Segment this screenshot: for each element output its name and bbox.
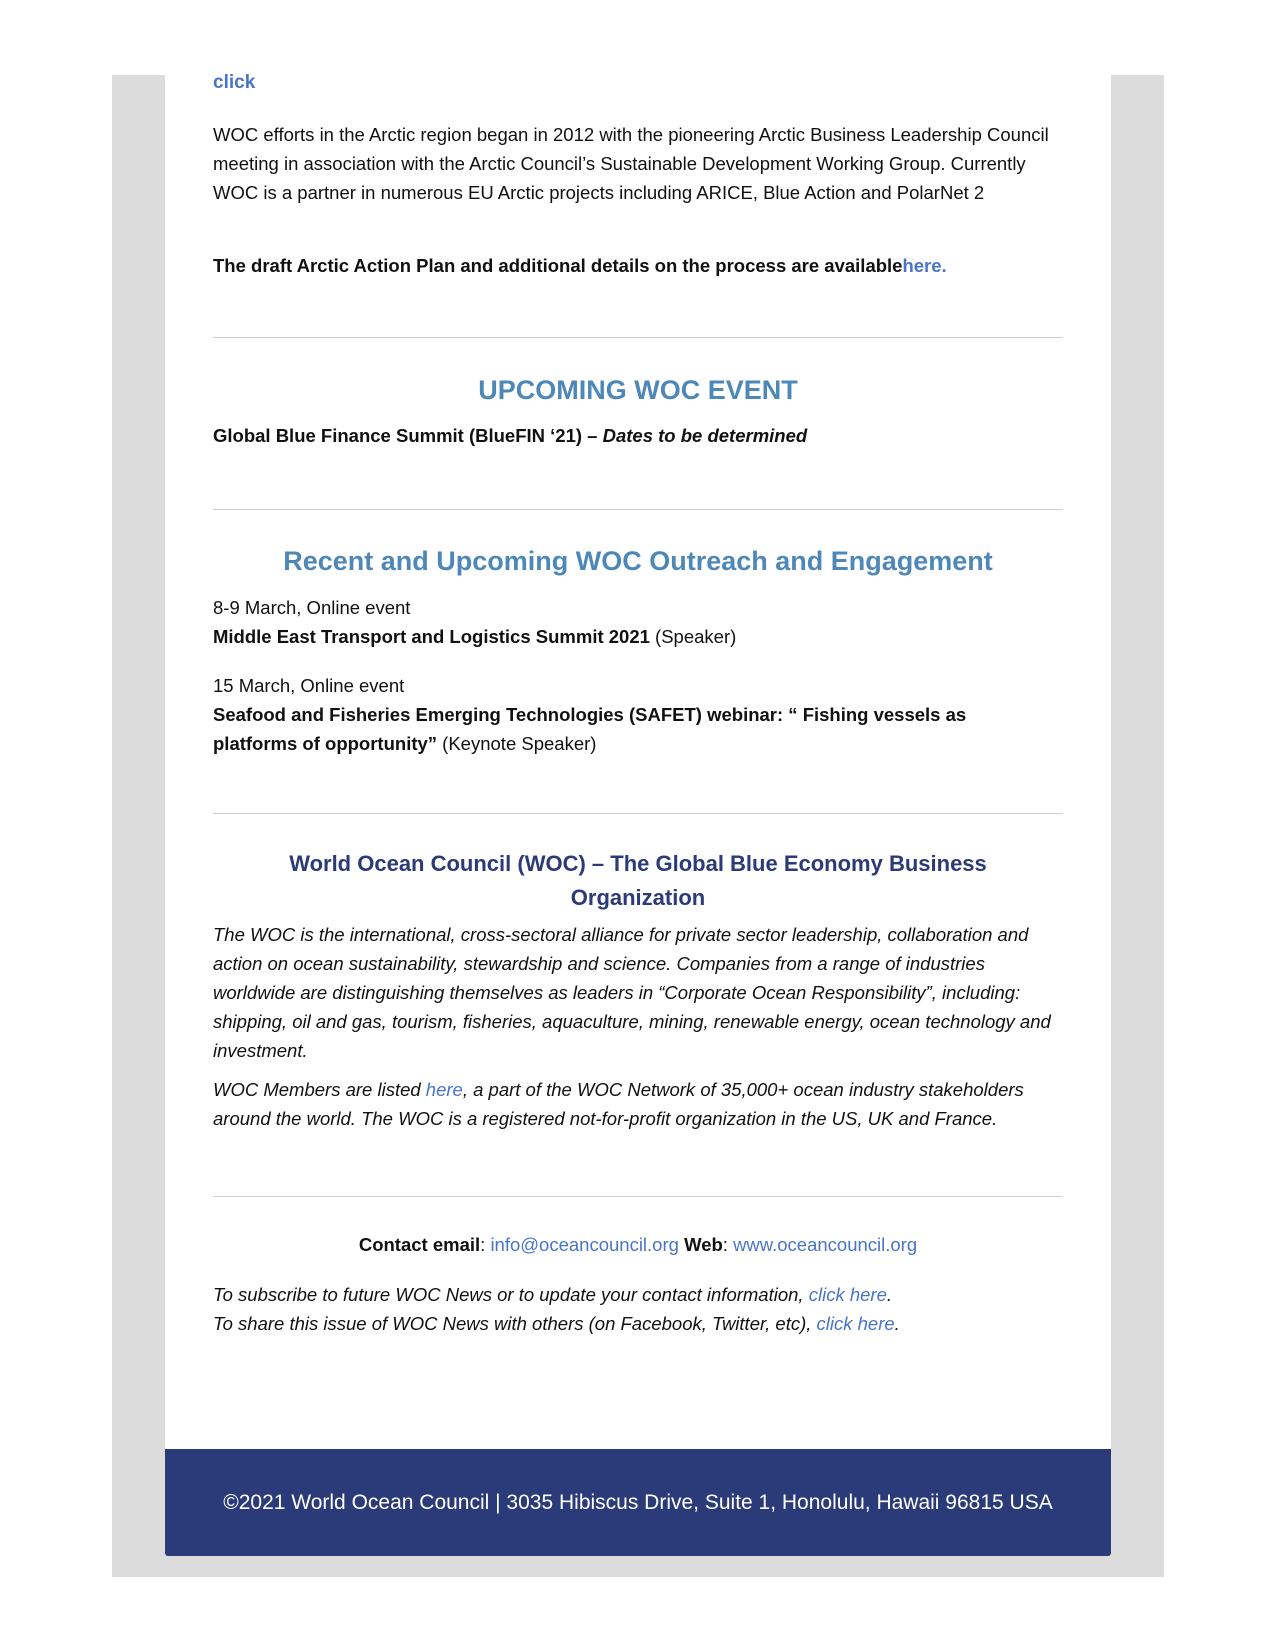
divider — [213, 1196, 1063, 1197]
upcoming-event-section — [213, 370, 1063, 410]
share-period: . — [894, 1313, 900, 1334]
outreach-item-details — [213, 622, 1063, 651]
outreach-heading: Recent and Upcoming WOC Outreach and Engagement — [283, 546, 993, 576]
draft-plan-line — [213, 251, 1063, 280]
subscribe-link[interactable]: click here — [808, 1284, 887, 1305]
divider — [213, 813, 1063, 814]
members-paragraph — [213, 1075, 1063, 1133]
upcoming-event-line — [213, 421, 1063, 450]
members-section — [213, 1075, 1063, 1133]
top-click-link[interactable]: click — [213, 72, 256, 93]
share-line — [213, 1309, 1063, 1338]
subscribe-period: . — [886, 1284, 892, 1305]
arctic-section — [213, 120, 1063, 207]
outreach-item-date: 8-9 March, Online event — [213, 597, 411, 618]
divider — [213, 509, 1063, 510]
subscribe-section — [213, 1280, 1063, 1338]
contact-text — [213, 1230, 1063, 1259]
outreach-item-role: (Keynote Speaker) — [437, 733, 597, 754]
outreach-item-title: Seafood and Fisheries Emerging Technologies (SAFET) webinar: “ Fishing vessels as platforms of opportunity” — [213, 704, 967, 754]
web-link[interactable]: www.oceancouncil.org — [733, 1234, 918, 1255]
about-section — [213, 920, 1063, 1065]
email-link[interactable]: info@oceancouncil.org — [490, 1234, 679, 1255]
upcoming-event-text — [213, 421, 1063, 450]
draft-plan-text: The draft Arctic Action Plan and additional details on the process are available — [213, 255, 903, 276]
members-prefix: WOC Members are listed — [213, 1079, 426, 1100]
outreach-item-details — [213, 700, 1013, 758]
outreach-item — [213, 671, 1013, 758]
draft-plan-text-wrapper — [213, 251, 1063, 280]
members-suffix: , a part of the WOC Network of 35,000+ ocean industry stakeholders around the world. The WOC is a registered not-for-profit organization in the US, UK and France. — [213, 1079, 1024, 1129]
email-label: Contact email — [358, 1234, 481, 1255]
event-dates: Dates to be determined — [602, 425, 808, 446]
outreach-item-title: Middle East Transport and Logistics Summit 2021 — [213, 626, 650, 647]
email-content-card — [165, 72, 1111, 1555]
members-link[interactable]: here — [425, 1079, 463, 1100]
outreach-item-date: 15 March, Online event — [213, 675, 405, 696]
outreach-section — [213, 541, 1063, 581]
arctic-paragraph: WOC efforts in the Arctic region began in 2012 with the pioneering Arctic Business Leadership Council meeting in association with the Arctic Council’s Sustainable Development Working Group. Currently WOC is a partner in numerous EU Arctic projects including ARICE, Blue Action and PolarNet 2 — [213, 124, 1049, 203]
about-heading-wrapper — [255, 847, 1021, 915]
upcoming-event-heading: UPCOMING WOC EVENT — [478, 375, 798, 405]
outreach-item — [213, 593, 1063, 651]
about-heading: World Ocean Council (WOC) – The Global Blue Economy Business Organization — [289, 851, 987, 910]
divider — [213, 337, 1063, 338]
web-label: Web — [684, 1234, 723, 1255]
subscribe-text: To subscribe to future WOC News or to update your contact information, — [213, 1284, 809, 1305]
draft-plan-link[interactable]: here. — [902, 255, 947, 276]
footer-bar — [165, 1449, 1111, 1556]
subscribe-line — [213, 1280, 1063, 1309]
contact-line — [213, 1230, 1063, 1259]
outreach-item-role: (Speaker) — [649, 626, 737, 647]
top-link-row — [213, 68, 1063, 97]
web-sep: : — [722, 1234, 734, 1255]
email-sep: : — [480, 1234, 491, 1255]
share-link[interactable]: click here — [816, 1313, 895, 1334]
event-name: Global Blue Finance Summit (BlueFIN ‘21) – — [213, 425, 603, 446]
footer-address: ©2021 World Ocean Council | 3035 Hibiscus Drive, Suite 1, Honolulu, Hawaii 96815 USA — [223, 1491, 1053, 1514]
about-paragraph: The WOC is the international, cross-sectoral alliance for private sector leadership, collaboration and action on ocean sustainability, stewardship and science. Companies from a range of industries worldwide are distinguishing themselves as leaders in “Corporate Ocean Responsibility”, including: shipping, oil and gas, tourism, fisheries, aquaculture, mining, renewable energy, ocean technology and investment. — [213, 924, 1051, 1061]
share-text: To share this issue of WOC News with others (on Facebook, Twitter, etc), — [213, 1313, 817, 1334]
